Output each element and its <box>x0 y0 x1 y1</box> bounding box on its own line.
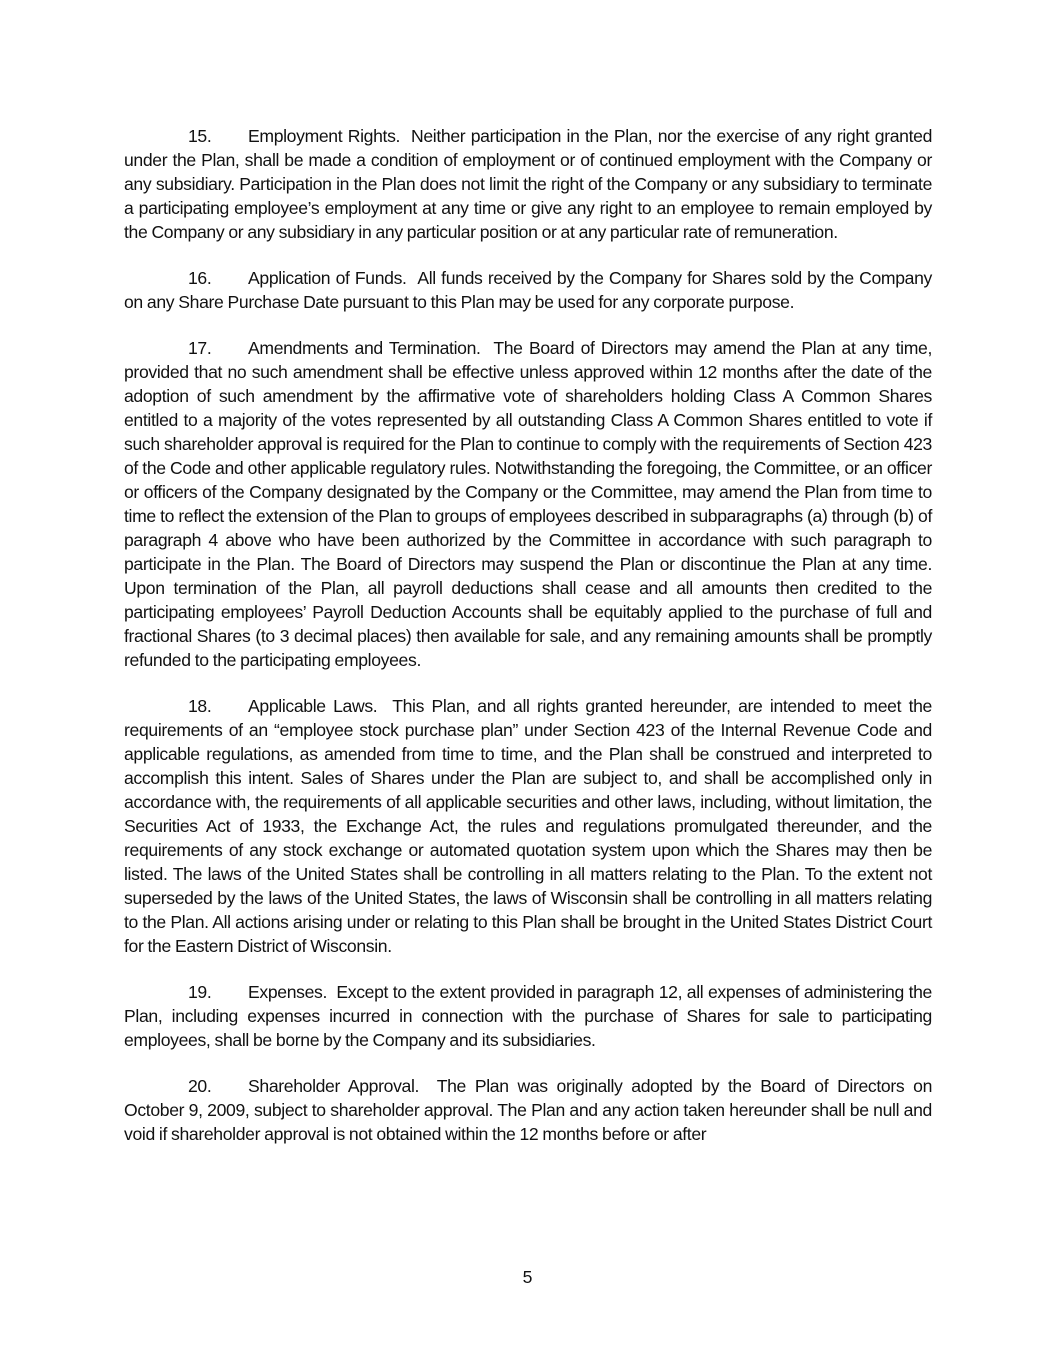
paragraph-number: 16. <box>188 268 212 288</box>
paragraph-17 <box>124 336 932 672</box>
paragraph-heading: Amendments and Termination. <box>248 338 481 358</box>
paragraph-20 <box>124 1074 932 1146</box>
paragraph-heading: Shareholder Approval. <box>248 1076 420 1096</box>
paragraph-body: All funds received by the Company for Shares sold by the Company on any Share Purchase Date pursuant to this Plan may be used for any corporate purpose. <box>124 268 932 312</box>
paragraph-body: Except to the extent provided in paragraph 12, all expenses of administering the Plan, including expenses incurred in connection with the purchase of Shares for sale to participating employees, shall be borne by the Company and its subsidiaries. <box>124 982 932 1050</box>
paragraph-body: Neither participation in the Plan, nor the exercise of any right granted under the Plan, shall be made a condition of employment or of continued employment with the Company or any subsidiary. Participation in the Plan does not limit the right of the Company or any subsidiary to terminate a participating employee’s employment at any time or give any right to an employee to remain employed by the Company or any subsidiary in any particular position or at any particular rate of remuneration. <box>124 126 933 242</box>
paragraph-number: 15. <box>188 126 212 146</box>
paragraph-16 <box>124 266 932 314</box>
paragraph-19 <box>124 980 932 1052</box>
paragraph-number: 18. <box>188 696 212 716</box>
paragraph-heading: Application of Funds. <box>248 268 407 288</box>
paragraph-heading: Expenses. <box>248 982 328 1002</box>
paragraph-number: 20. <box>188 1076 212 1096</box>
paragraph-15 <box>124 124 932 244</box>
paragraph-number: 19. <box>188 982 212 1002</box>
paragraph-number: 17. <box>188 338 212 358</box>
paragraph-heading: Applicable Laws. <box>248 696 378 716</box>
paragraph-body: This Plan, and all rights granted hereunder, are intended to meet the requirements of an “employee stock purchase plan” under Section 423 of the Internal Revenue Code and applicable regulations, as amended from time to time, and the Plan shall be construed and interpreted to accomplish this intent. Sales of Shares under the Plan are subject to, and shall be accomplished only in accordance with, the requirements of all applicable securities and other laws, including, without limitation, the Securities Act of 1933, the Exchange Act, the rules and regulations promulgated thereunder, and the requirements of any stock exchange or automated quotation system upon which the Shares may then be listed. The laws of the United States shall be controlling in all matters relating to the Plan. To the extent not superseded by the laws of the United States, the laws of Wisconsin shall be controlling in all matters relating to the Plan. All actions arising under or relating to this Plan shall be brought in the United States District Court for the Eastern District of Wisconsin. <box>124 696 932 956</box>
paragraph-body: The Plan was originally adopted by the Board of Directors on October 9, 2009, subject to shareholder approval. The Plan and any action taken hereunder shall be null and void if shareholder approval is not obtained within the 12 months before or after <box>124 1076 933 1144</box>
document-body <box>124 124 932 1168</box>
page-number: 5 <box>522 1267 533 1287</box>
paragraph-18 <box>124 694 932 958</box>
paragraph-heading: Employment Rights. <box>248 126 401 146</box>
paragraph-body: The Board of Directors may amend the Plan at any time, provided that no such amendment shall be effective unless approved within 12 months after the date of the adoption of such amendment by the affirmative vote of shareholders holding Class A Common Shares entitled to a majority of the votes represented by all outstanding Class A Common Shares entitled to vote if such shareholder approval is required for the Plan to continue to comply with the requirements of Section 423 of the Code and other applicable regulatory rules. Notwithstanding the foregoing, the Committee, or an officer or officers of the Company designated by the Company or the Committee, may amend the Plan from time to time to reflect the extension of the Plan to groups of employees described in subparagraphs (a) through (b) of paragraph 4 above who have been authorized by the Committee in accordance with such paragraph to participate in the Plan. The Board of Directors may suspend the Plan or discontinue the Plan at any time. Upon termination of the Plan, all payroll deductions shall cease and all amounts then credited to the participating employees’ Payroll Deduction Accounts shall be equitably applied to the purchase of full and fractional Shares (to 3 decimal places) then available for sale, and any remaining amounts shall be promptly refunded to the participating employees. <box>124 338 932 670</box>
